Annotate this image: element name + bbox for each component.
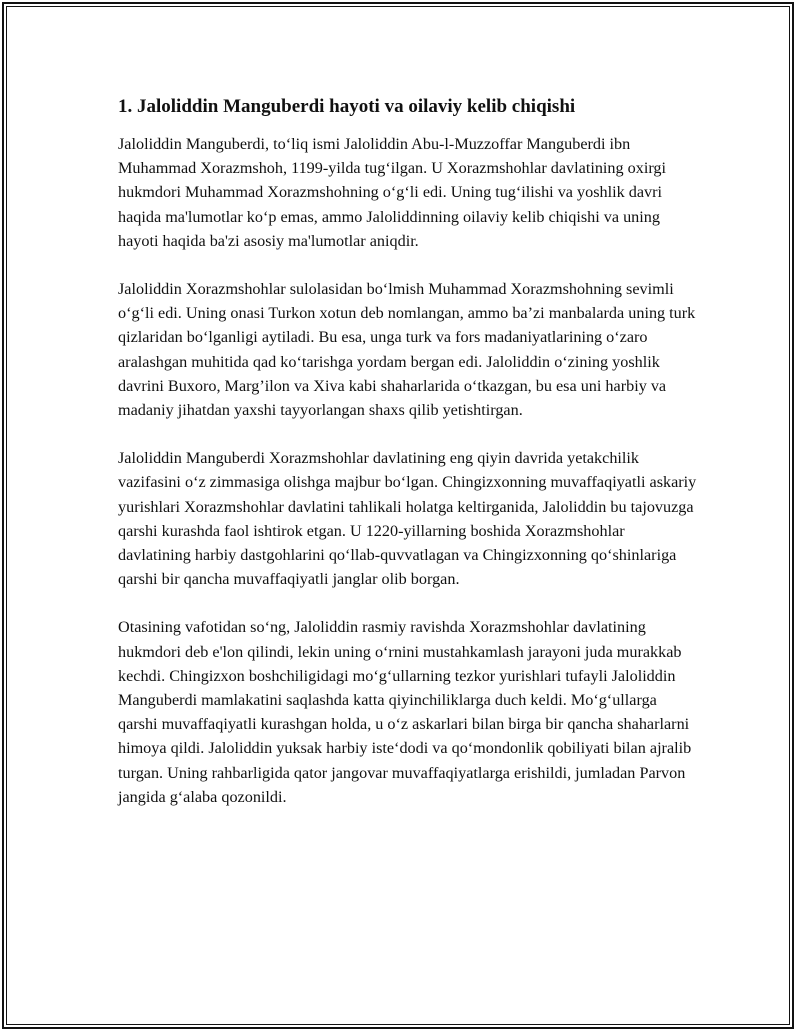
paragraph-4: Otasining vafotidan so‘ng, Jaloliddin rasmiy ravishda Xorazmshohlar davlatining hukmdori deb e'lon qilindi, lekin uning o‘rnini mustahkamlash jarayoni juda murakkab kechdi. Chingizxon boshchiligidagi mo‘g‘ullarning tezkor yurishlari tufayli Jaloliddin Manguberdi mamlakatini saqlashda katta qiyinchiliklarga duch keldi. Mo‘g‘ullarga qarshi muvaffaqiyatli kurashgan holda, u o‘z askarlari bilan birga bir qancha shaharlarni himoya qildi. Jaloliddin yuksak harbiy iste‘dodi va qo‘mondonlik qobiliyati bilan ajralib turgan. Uning rahbarligida qator jangovar muvaffaqiyatlarga erishildi, jumladan Parvon jangida g‘alaba qozonildi. <box>118 618 692 806</box>
paragraph-3: Jaloliddin Manguberdi Xorazmshohlar davlatining eng qiyin davrida yetakchilik vazifasini o‘z zimmasiga olishga majbur bo‘lgan. Chingizxonning muvaffaqiyatli askariy yurishlari Xorazmshohlar davlatini tahlikali holatga keltirganida, Jaloliddin bu tajovuzga qarshi kurashda faol ishtirok etgan. U 1220-yillarning boshida Xorazmshohlar davlatining harbiy dastgohlarini qo‘llab-quvvatlagan va Chingizxonning qo‘shinlariga qarshi bir qancha muvaffaqiyatli janglar olib borgan. <box>118 449 697 589</box>
paragraph-2: Jaloliddin Xorazmshohlar sulolasidan bo‘lmish Muhammad Xorazmshohning sevimli o‘g‘li edi. Uning onasi Turkon xotun deb nomlangan, ammo ba’zi manbalarda uning turk qizlaridan bo‘lganligi aytiladi. Bu esa, unga turk va fors madaniyatlarining o‘zaro aralashgan muhitida qad ko‘tarishga yordam bergan edi. Jaloliddin o‘zining yoshlik davrini Buxoro, Marg’ilon va Xiva kabi shaharlarida o‘tkazgan, bu esa uni harbiy va madaniy jihatdan yaxshi tayyorlangan shaxs qilib yetishtirgan. <box>118 280 696 420</box>
paragraph-1: Jaloliddin Manguberdi, to‘liq ismi Jaloliddin Abu-l-Muzzoffar Manguberdi ibn Muhammad Xorazmshoh, 1199-yilda tug‘ilgan. U Xorazmshohlar davlatining oxirgi hukmdori Muhammad Xorazmshohning o‘g‘li edi. Uning tug‘ilishi va yoshlik davri haqida ma'lumotlar ko‘p emas, ammo Jaloliddinning oilaviy kelib chiqishi va uning hayoti haqida ba'zi asosiy ma'lumotlar aniqdir. <box>118 135 667 250</box>
section-heading: 1. Jaloliddin Manguberdi hayoti va oilaviy kelib chiqishi <box>118 96 576 117</box>
document-body <box>118 94 698 833</box>
